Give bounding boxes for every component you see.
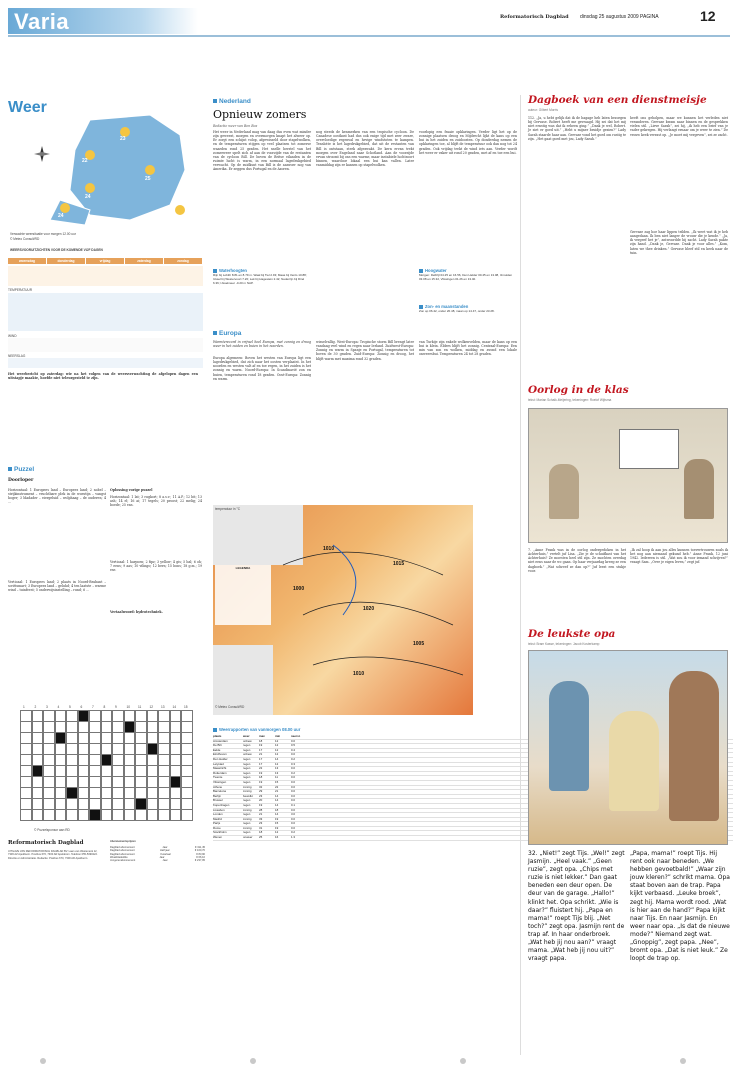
- water-head: Waterhoogten: [213, 268, 247, 273]
- print-registration-mark: [40, 1058, 46, 1064]
- table-cell: Maastricht: [213, 767, 227, 771]
- puzzel-section-head: Puzzel: [8, 466, 34, 474]
- europa-col3: van Turkije zijn enkele wolkenvelden, maar de kans op een bui is klein. Elders blijft het zonnig. Centraal-Europa: Een mix van zon en wolken, middag en avond een lokale onweersbui. Temperaturen 24 tot 28 graden.: [419, 340, 517, 357]
- price-cell: Weekbladeditie: [110, 856, 128, 860]
- table-cell: Brussel: [213, 799, 223, 803]
- map-note: Verwachte weersituatie voor morgen 12.00 uur: [10, 232, 76, 236]
- table-header-cell: weer: [243, 735, 250, 738]
- crossword-cell[interactable]: [55, 809, 67, 821]
- table-cell: 0.1: [291, 803, 296, 807]
- colophon-text: UITGAVE VAN REFORMATORISCH DAGBLAD BV. Laan van Westenenk 12, 7336 AZ Apeldoorn. Postbus 670, 7300 AR Apeldoorn. Telefoon 055-5390222. Directie en Administratie. Redactie: Postbus 670, 7300 AR Apeldoorn.: [8, 850, 98, 860]
- table-cell: 32: [259, 785, 263, 789]
- table-cell: regen: [243, 762, 251, 766]
- table-cell: 33: [259, 817, 263, 821]
- table-cell: 1.3: [291, 836, 296, 840]
- crossword-cell[interactable]: [135, 809, 147, 821]
- table-cell: 18: [259, 831, 263, 835]
- table-cell: 23: [259, 794, 263, 798]
- paper-name: Reformatorisch Dagblad: [500, 14, 569, 20]
- table-cell: Rotterdam: [213, 771, 227, 775]
- crossword-column-number: 13: [161, 705, 165, 709]
- nederland-byline: Redactie weer van Ben Bos: [213, 124, 258, 128]
- dagboek-title: Dagboek van een dienstmeisje: [528, 94, 707, 106]
- table-cell: 13: [275, 771, 279, 775]
- table-cell: onweer: [243, 836, 253, 840]
- crossword-column-number: 2: [34, 705, 37, 709]
- table-cell: 19: [259, 744, 263, 748]
- crossword-cell[interactable]: [32, 809, 44, 821]
- table-cell: Den Helder: [213, 757, 228, 761]
- isobar-label: 1000: [293, 586, 305, 592]
- table-cell: 3.0: [291, 813, 296, 817]
- table-cell: 19: [259, 771, 263, 775]
- print-registration-mark: [460, 1058, 466, 1064]
- table-cell: 0.5: [291, 744, 296, 748]
- temp-chart: [8, 293, 203, 331]
- price-cell: Kwartaal: [160, 852, 171, 856]
- sun-icon: [85, 183, 95, 193]
- girl-figure: [609, 711, 659, 811]
- isobar-line: [313, 657, 463, 675]
- isobar-label: 1010: [353, 671, 365, 677]
- weather-icons-row: [8, 266, 203, 286]
- crossword-column-number: 10: [126, 705, 131, 709]
- sun-icon: [175, 205, 185, 215]
- price-cell: Jaar: [162, 846, 168, 849]
- dagboek-col2: heeft ons geholpen, maar we kunnen het verleden niet veranderen. Gervase kwam naar binnen en de gesprekken vielen stil. „Lieve Sarah”, zei hij, „ik heb een brief van je vader gekregen. Hij verlangt ernaar om je weer te zien.” De vrouw keek verrast op. „Je moet mij vergeven”, zei ze zacht.: [630, 116, 728, 137]
- table-cell: 12: [275, 739, 279, 743]
- table-cell: 0.0: [291, 753, 296, 757]
- rain-label: NEERSLAG: [8, 354, 26, 358]
- crossword-column-number: 12: [149, 705, 154, 709]
- table-cell: 14: [275, 803, 279, 807]
- table-cell: 18: [259, 776, 263, 780]
- table-cell: 0.0: [291, 780, 296, 784]
- price-cell: € 160,70: [194, 849, 205, 853]
- europe-weather-map: [213, 505, 473, 715]
- crossword-column-number: 6: [80, 705, 83, 709]
- table-cell: Lissabon: [213, 808, 225, 812]
- child-figure: [684, 459, 714, 519]
- table-cell: 15: [275, 822, 279, 826]
- isobar-label: 1010: [323, 546, 335, 552]
- isobar-line: [283, 552, 443, 575]
- nederland-col3: voorlopig een fraaie opklaringen. Verder ligt het op de zonnige plaatsen droog en Mijdrecht lijkt de kans op een bui in het zuiden en zuidoosten. Op donderdag nemen de opklaringen toe, al blijft de temperatuur ook dan nog tot 24 graden. Ook vrijdag trekt de wind iets aan. Verder wordt het weer er vaker uit rond 20 graden, met af en toe een bui.: [419, 130, 517, 155]
- forecast-day: donderdag: [47, 258, 85, 264]
- table-cell: 29: [259, 790, 263, 794]
- table-cell: 15: [275, 780, 279, 784]
- forecast-day: zaterdag: [125, 258, 163, 264]
- puzzel-kind: Doorloper: [8, 478, 34, 483]
- weer-footnote: Het weerbericht op zaterdag: wie na het volgen van de weersverwachting de afgelopen dagen een uitstapje maakte, hoefde niet teleurgesteld te zijn.: [8, 372, 198, 381]
- table-cell: 19: [259, 780, 263, 784]
- table-cell: 14: [275, 757, 279, 761]
- table-cell: 0.0: [291, 776, 296, 780]
- table-cell: De Bilt: [213, 744, 222, 748]
- price-cell: Half jaar: [160, 849, 170, 853]
- price-cell: Dagblad abonnement: [110, 846, 135, 849]
- column-divider: [520, 95, 521, 1055]
- map-credit: © Meteo Consult/RD: [10, 237, 40, 241]
- table-cell: Lelystad: [213, 762, 224, 766]
- oorlog-title: Oorlog in de klas: [528, 384, 629, 396]
- price-cell: € 83,90: [196, 852, 205, 856]
- table-cell: zonnig: [243, 808, 252, 812]
- oorlog-illustration: [528, 408, 728, 543]
- table-cell: Kopenhagen: [213, 803, 230, 807]
- table-cell: regen: [243, 780, 251, 784]
- crossword-cell[interactable]: [20, 809, 32, 821]
- table-cell: 31: [259, 826, 263, 830]
- table-cell: onbew.: [243, 739, 253, 743]
- isobar-layer: [213, 505, 473, 715]
- table-header-cell: plaats: [213, 735, 222, 738]
- table-cell: Vlissingen: [213, 780, 227, 784]
- table-cell: 19: [275, 817, 279, 821]
- forecast-day: vrijdag: [86, 258, 124, 264]
- oorlog-text2: „Ik zal hoop ik aan jou alles kunnen toevertrouwen zoals ik het nog aan niemand gekund heb.” Anne Frank, 12 juni 1942. Iedereen is stil. „Wat zou ik voor iemand schrijven?” vraagt Sam. „Over je eigen leven,” zegt juf.: [630, 548, 728, 565]
- crossword-cell[interactable]: [147, 809, 159, 821]
- crossword-column-number: 11: [138, 705, 142, 709]
- oorlog-credits: tekst: Marian Schalk-Meijering, tekeningen: Roelof Wijtsma: [528, 398, 612, 402]
- europa-intro: Warmterecord in vrijwel heel Europa, met zonnig en droog weer in het zuiden en buien in het noorden.: [213, 340, 311, 349]
- table-cell: zonnig: [243, 817, 252, 821]
- table-cell: 19: [259, 803, 263, 807]
- page-number: 12: [700, 8, 716, 24]
- table-cell: 21: [275, 790, 279, 794]
- table-cell: Parijs: [213, 822, 221, 826]
- zon-text: Zon op 06.42, onder 20.48, maan op 14.47, onder 23.28.: [419, 309, 495, 313]
- map-temp-label: temperatuur in °C: [215, 507, 241, 511]
- crossword-column-number: 1: [23, 705, 25, 709]
- europa-col1: Europa algemeen: Boven het westen van Europa ligt een lagedrukgebied, dat zich naar het oosten verplaatst. In het noorden en westen valt af en toe regen, in het zuiden is het zonnig en warm. Noord-Europa: In Scandinavië zon en buien, temperaturen rond 18 graden. Oost-Europa: Zonnig en warm.: [213, 356, 311, 381]
- puzzel-solution-down: Verticaal: 1 harpoen; 2 fipz; 3 yellow; 4 gis; 5 bal; 6 oh; 7 eens; 9 aas; 10 vilingo; 12 bern; 15 bons; 18 g.m.; 19 ese.: [110, 560, 202, 573]
- table-cell: 25: [259, 836, 263, 840]
- table-cell: regen: [243, 831, 251, 835]
- table-header-cell: max: [259, 735, 265, 738]
- table-cell: 21: [259, 813, 263, 817]
- table-cell: 12: [275, 762, 279, 766]
- price-cell: € 66,10: [196, 856, 205, 860]
- puzzel-footer: © Puzzelsponsor aan RD: [34, 828, 70, 832]
- table-cell: 22: [259, 767, 263, 771]
- table-cell: regen: [243, 767, 251, 771]
- table-header-cell: neersl.: [291, 735, 301, 738]
- isobar-label: 1015: [393, 561, 405, 567]
- table-cell: regen: [243, 744, 251, 748]
- table-cell: Eindhoven: [213, 753, 227, 757]
- table-cell: 17: [259, 757, 263, 761]
- crossword-column-number: 5: [69, 705, 71, 709]
- child-figure: [549, 464, 579, 519]
- table-cell: 0.0: [291, 826, 296, 830]
- puzzel-down: Verticaal: 1 Europees land; 2 plaats in Noord-Brabant – scrittsmart; 3 Europees land – geluhd; 4 ten laatste – warme wind – tuinfeest; 5 onderwijsinstelling – rund; 6 ...: [8, 580, 106, 593]
- map-temp: 22: [82, 158, 88, 164]
- forecast-day: zondag: [164, 258, 202, 264]
- table-cell: regen: [243, 757, 251, 761]
- price-cell: Jaar: [162, 859, 168, 863]
- weer-title: Weer: [8, 99, 47, 116]
- legend-title: LEGENDA: [235, 566, 251, 570]
- table-cell: 21: [259, 753, 263, 757]
- table-cell: 12: [275, 831, 279, 835]
- table-cell: 14: [275, 813, 279, 817]
- price-cell: Dagblad abonnement: [110, 849, 135, 853]
- table-cell: 12: [275, 744, 279, 748]
- table-cell: Athene: [213, 785, 223, 789]
- table-cell: 14: [275, 799, 279, 803]
- table-cell: regen: [243, 803, 251, 807]
- crossword-column-number: 15: [184, 705, 188, 709]
- table-cell: zonnig: [243, 785, 252, 789]
- nederland-title: Opnieuw zomers: [213, 108, 307, 121]
- table-cell: Stockholm: [213, 831, 227, 835]
- book-illustration: [619, 429, 679, 469]
- table-cell: zonnig: [243, 826, 252, 830]
- table-cell: 0.2: [291, 771, 296, 775]
- table-cell: 0.0: [291, 767, 296, 771]
- table-cell: Berlijn: [213, 794, 222, 798]
- table-cell: 16: [275, 836, 279, 840]
- table-cell: 0.0: [291, 739, 296, 743]
- map-temp: 24: [85, 194, 91, 200]
- table-cell: 18: [259, 739, 263, 743]
- table-cell: Londen: [213, 813, 223, 817]
- table-cell: Twente: [213, 776, 223, 780]
- crossword-column-number: 8: [103, 705, 106, 709]
- table-cell: regen: [243, 813, 251, 817]
- table-cell: 18: [275, 808, 279, 812]
- nederland-section-head: Nederland: [213, 98, 251, 106]
- water-text: Rijn bij Lobith 8.81 en 8.79 m. Waal bij Tiel 2.93; Maas bij Venlo 10.88; IJssel bij Westervoort 7.20; Lek bij Hagestein 2.42; Nederrijn bij Driel 6.36; IJsselmeer -0.20 m NAP.: [213, 273, 307, 285]
- cold-front: [333, 545, 356, 615]
- table-cell: Eelde: [213, 748, 221, 752]
- price-cell: Dagblad abonnement: [110, 852, 135, 856]
- table-cell: Amsterdam: [213, 739, 228, 743]
- nederland-col2: nog steeds de kenmerken van een tropische cycloon. De Canadese oostkust had dus ook enige tijd met zeer zware, overvloedige regenval en hevige windstoten te kampen. Tenslotte is het lagedrukgebied, dat uit de restanten van Bill is ontstaan, sterk afgezwakt. De kern ervan trekt morgen over Engeland naar Schotland. Aan de voorzijde ervan stroomt bij ons een warme, maar instabiele luchtsoort binnen, waardoor lokaal een bui kan vallen. Later vanmiddag zijn er kansen op stapelwolken.: [316, 130, 414, 168]
- crossword-cell[interactable]: [43, 809, 55, 821]
- table-cell: regen: [243, 822, 251, 826]
- isobar-label: 1005: [413, 641, 425, 647]
- zon-head: Zon- en maanstanden: [419, 304, 468, 309]
- price-cell: Jaar: [159, 856, 165, 860]
- table-cell: zonnig: [243, 790, 252, 794]
- crossword-column-number: 7: [92, 705, 94, 709]
- table-cell: regen: [243, 771, 251, 775]
- price-cell: Jongerenabonnement: [110, 859, 136, 863]
- crossword-cell[interactable]: [181, 809, 193, 821]
- crossword-column-number: 14: [172, 705, 177, 709]
- wind-label: WIND: [8, 334, 17, 338]
- temp-label: TEMPERATUUR: [8, 288, 33, 292]
- table-cell: 19: [275, 826, 279, 830]
- table-cell: 12: [275, 748, 279, 752]
- puzzel-across: Horizontaal: 1 Europees land – Europees land; 2 nobel – strijkinstrument – vruchtbare plek in de woestijn – vangst hoger; 3 bladader – eiergeluid – wolphaag – de ouderen; 4 ...: [8, 488, 106, 505]
- crossword-cell[interactable]: [66, 809, 78, 821]
- grandfather-figure: [669, 671, 719, 821]
- table-cell: regen: [243, 748, 251, 752]
- isobar-label: 1020: [363, 606, 375, 612]
- crossword-cell[interactable]: [124, 809, 136, 821]
- crossword-column-number: 4: [57, 705, 60, 709]
- table-cell: 0.2: [291, 757, 296, 761]
- map-temp: 23: [120, 136, 126, 142]
- table-cell: 12: [275, 753, 279, 757]
- table-cell: 0.0: [291, 790, 296, 794]
- europa-col2: wisselvallig. West-Europa: Tropische storm Bill brengt later vandaag veel wind en regen naar Ierland. Zuidwest-Europa: Zonnig en warm in Spanje en Portugal, temperaturen tot boven de 30 graden. Zuid-Europa: Zonnig en droog, het blijft warm met maxima rond 32 graden.: [316, 340, 414, 361]
- table-cell: 0.0: [291, 785, 296, 789]
- isobar-line: [303, 602, 453, 625]
- opa-credits: tekst: Bram Kasse, tekeningen: Jacob Kosterkamp: [528, 642, 600, 646]
- crossword-cell[interactable]: [89, 809, 101, 821]
- table-cell: 20: [259, 799, 263, 803]
- table-cell: regen: [243, 776, 251, 780]
- forecast-panel: [8, 258, 203, 368]
- crossword-cell[interactable]: [78, 809, 90, 821]
- crossword-cell[interactable]: [101, 809, 113, 821]
- sun-icon: [145, 165, 155, 175]
- map-temp: 25: [176, 216, 182, 222]
- wind-row: [8, 338, 203, 352]
- table-cell: 28: [259, 808, 263, 812]
- table-cell: 0.4: [291, 748, 296, 752]
- table-cell: onbew.: [243, 753, 253, 757]
- table-cell: 23: [259, 822, 263, 826]
- price-row: [110, 859, 205, 862]
- crossword-cell[interactable]: [170, 809, 182, 821]
- dagboek-author: auteur: Gilbert Morris: [528, 108, 558, 112]
- table-cell: 17: [259, 762, 263, 766]
- opa-illustration: [528, 650, 728, 845]
- crossword-cell[interactable]: [112, 809, 124, 821]
- table-cell: Rome: [213, 826, 221, 830]
- crossword-grid[interactable]: [20, 705, 200, 825]
- table-cell: Madrid: [213, 817, 222, 821]
- table-cell: regen: [243, 799, 251, 803]
- puzzel-solution-head: Oplossing vorige puzzel: [110, 488, 153, 492]
- table-cell: 14: [275, 794, 279, 798]
- opa-title: De leukste opa: [528, 628, 616, 640]
- price-cell: € 311,45: [195, 846, 205, 849]
- table-cell: 0.0: [291, 808, 296, 812]
- oorlog-text1: 7. „Anne Frank was in de oorlog ondergedoken in het Achterhuis,” vertelt juf Lisa. „Zie je de schuifkast van het Achterhuis? Ze moesten heel stil zijn. Ze mochten overdag niet eens naar de wc gaan. Op haar verjaardag kreeg ze een dagboek.” „Wat schreef ze dan op?” Juf leest een stukje voor.: [528, 548, 626, 573]
- table-cell: 0.0: [291, 799, 296, 803]
- table-cell: 11: [275, 776, 279, 780]
- europa-section-head: Europa: [213, 330, 241, 338]
- table-cell: 0.0: [291, 822, 296, 826]
- map-credit: © Meteo Consult/RD: [215, 705, 245, 709]
- crossword-column-number: 3: [46, 705, 48, 709]
- table-cell: 0.0: [291, 817, 296, 821]
- table-cell: Wenen: [213, 836, 223, 840]
- table-cell: 0.2: [291, 831, 296, 835]
- table-cell: 0.0: [291, 794, 296, 798]
- forecast-title: WEERSVOORUITZICHTEN VOOR DE KOMENDE VIJF DAGEN: [10, 248, 103, 252]
- table-title: Weerrapporten van vanmorgen 08.00 uur: [213, 727, 300, 732]
- map-temp: 24: [58, 213, 64, 219]
- nederland-col1: Het weer in Nederland mag van daag dus even wat minder zijn geweest, morgen en overmorgen knapt het alweer op. Er zorgt een schijnt volop, afgewisseld door stapelwolken, en de temperaturen stijgen op veel plaatsen tot zomerse waarden rond 25 graden. Het snelle herstel van het zomerweer spelt zich af aan de voorzijde van de restanten van de cycloon Bill. De boven de Britse eilanden in de ruimte lucht is warm, in een normaal lagedrukgebied verwacht. Op de zuidkust van Bill is de aanvoer nog van Amerika. Er zeggen dus Portugal en de Azoren.: [213, 130, 311, 172]
- hoogwater-text: Morgen: Delfzijl 04.25 en 16.56, Den Helder 00.45 en 13.08, IJmuiden 03.08 en 15.32, Vlissingen 01.26 en 13.40.: [419, 273, 513, 281]
- puzzel-hint: Vertaalwoord: hydrotechniek.: [110, 610, 163, 614]
- opa-text1: 32. „Niet!” zegt Tijs. „Wel!” zegt Jasmijn. „Heel vaak.” „Geen ruzie”, zegt opa. „Chips met ruzie is niet lekker.” Dan gaat beneden een deur open. De deur van de garage. „Hallo!” klinkt het. Opa schrikt. „Wie is daar?” fluistert hij. „Papa en mama!” roept Tijs blij. „Net toch?” zegt opa. Jasmijn rent de trap af. In haar onderbroek. „Wat heb jij nou aan?” vraagt mama. „Wat heb jij nou uit?” vraagt papa.: [528, 850, 625, 963]
- print-registration-mark: [250, 1058, 256, 1064]
- header-rule: [8, 35, 730, 37]
- section-title: Varia: [14, 9, 70, 34]
- dagboek-col1: 112. „Ja, u hebt gelijk dat ik de bagage heb laten bezorgen bij Gervase. Robert heeft me gevraagd. Hij zei dat het mij niet ernstig was dat ik erheen ging.” „Dank je wel, Robert. Je ziet er goed uit.” „Hebt u mijner bruidje gezien?” Lady Sarah staarde haar aan. Gervase vond het goed om rustig te zijn. „Het gaat goed met jou, Lady Sarah.”: [528, 116, 626, 141]
- opa-text2: „Papa, mama!” roept Tijs. Hij rent ook naar beneden. „We hebben gevoetbald!” „Waar zijn jouw kleren?” schrikt mama. Opa staat boven aan de trap. Papa kijkt verbaasd. „Leuke broek”, zegt hij. Mama wordt rood. „Wat is hier aan de hand?” Papa kijkt naar Tijs. En naar Jasmijn. En weer naar opa. „Is dat de nieuwe mode?” Niemand zegt wat. „Gnoppig”, zegt papa. „Nee”, bromt opa. „Dat is niet leuk.” Ze loopt de trap op.: [630, 850, 730, 963]
- table-cell: 17: [259, 748, 263, 752]
- crossword-column-number: 9: [115, 705, 117, 709]
- hoogwater-head: Hoogwater: [419, 268, 447, 273]
- map-temp: 25: [145, 176, 151, 182]
- prices-head: Abonnementsprijzen: [110, 840, 136, 843]
- puzzel-solution: Horizontaal: 1 lat; 3 rugkort; 8 a.s.v.; 11 A.P.; 12 bit; 13 ash; 14 el; 16 ai; 17 tegels; 20 proost; 22 melig; 24 boede; 25 ens.: [110, 495, 202, 508]
- netherlands-map: [30, 110, 210, 230]
- table-cell: 0.3: [291, 762, 296, 766]
- prices-list: [110, 846, 205, 863]
- rain-row: [8, 358, 203, 368]
- sun-icon: [60, 203, 70, 213]
- table-header-cell: min: [275, 735, 281, 738]
- table-cell: Barcelona: [213, 790, 227, 794]
- table-cell: bewolkt: [243, 794, 253, 798]
- print-registration-mark: [680, 1058, 686, 1064]
- table-cell: 22: [275, 785, 279, 789]
- table-cell: 13: [275, 767, 279, 771]
- forecast-day: woensdag: [8, 258, 46, 264]
- colophon-paper: Reformatorisch Dagblad: [8, 840, 84, 846]
- price-cell: € 237,95: [194, 859, 205, 863]
- page-date: dinsdag 25 augustus 2009 PAGINA: [580, 14, 659, 20]
- boy-figure: [549, 681, 589, 791]
- crossword-cell[interactable]: [158, 809, 170, 821]
- dagboek-col3: Gervase zag hoe haar lippen trilden. „Ik weet wat ik je heb aangedaan. Ik ben niet langer de vrouw die je kende.” „Ja, ik vergeef het je”, antwoordde hij zacht. Lady Sarah pakte zijn hand. „Dank je, Gervase. Dank je voor alles.” „Kom, laten we thee drinken.” Gervase bleef stil en keek naar de tuin.: [630, 230, 728, 255]
